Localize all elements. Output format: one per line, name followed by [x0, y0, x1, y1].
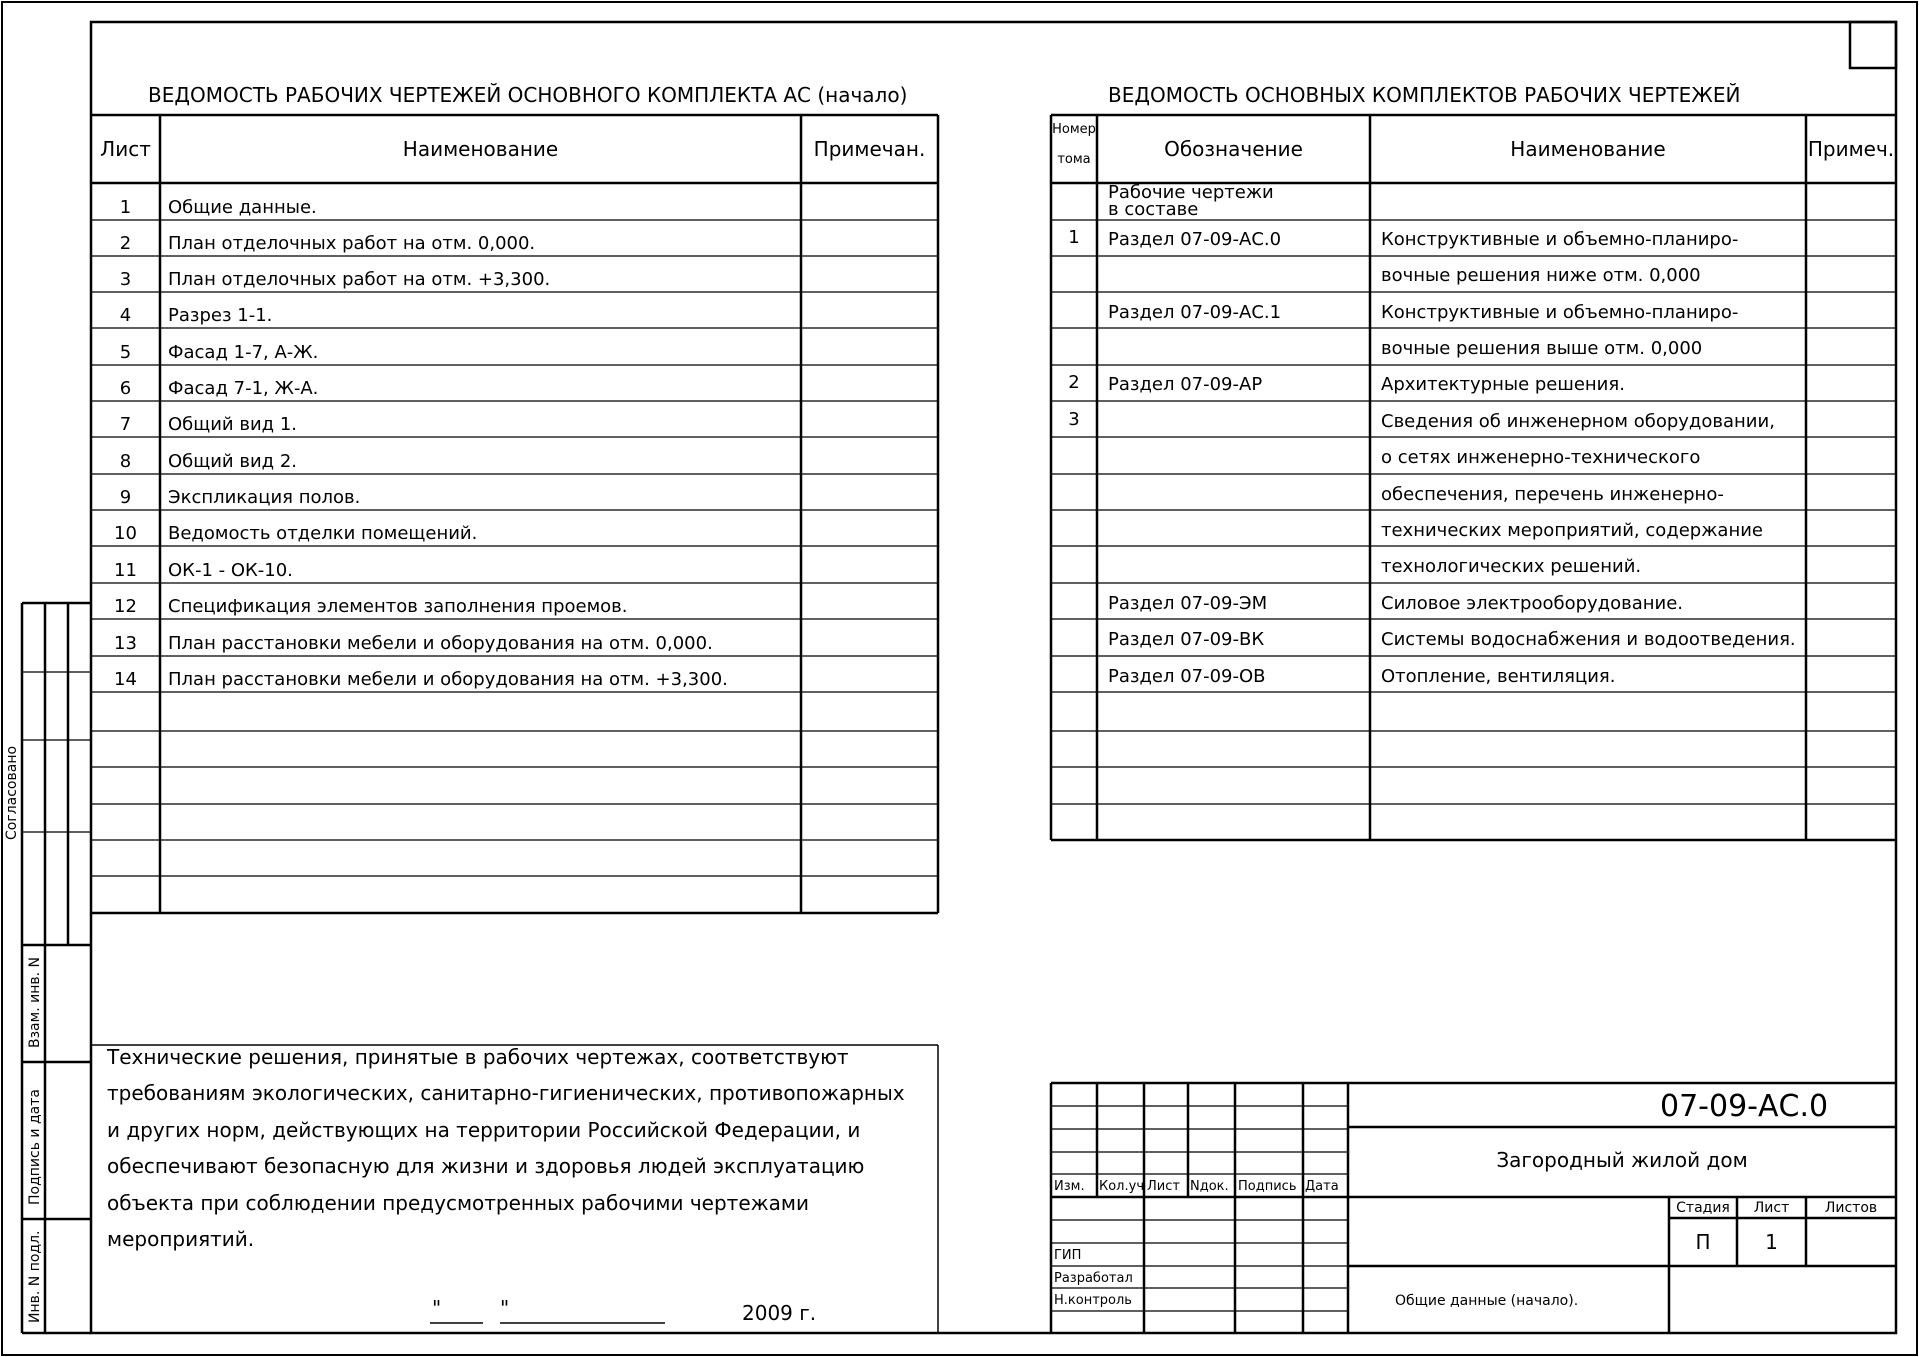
date-quote-close: " [500, 1296, 510, 1320]
left-row-name: Экспликация полов. [168, 487, 361, 508]
right-row-name: Архитектурные решения. [1381, 374, 1625, 395]
right-row-name: обеспечения, перечень инженерно- [1381, 484, 1724, 505]
left-row-sheet: 2 [119, 233, 132, 254]
right-row-name: Конструктивные и объемно-планиро- [1381, 229, 1739, 250]
tb-sheets-label: Листов [1824, 1200, 1878, 1216]
left-row-name: Ведомость отделки помещений. [168, 523, 478, 544]
right-intro-line-2: в составе [1108, 199, 1199, 220]
left-header-sheet: Лист [100, 137, 151, 161]
left-row-sheet: 13 [114, 633, 137, 654]
tb-col-header-signature: Подпись [1238, 1179, 1297, 1194]
right-row-name: Отопление, вентиляция. [1381, 666, 1616, 687]
stamp-inv-replace: Взам. инв. N [27, 957, 43, 1048]
right-header-note: Примеч. [1807, 137, 1895, 161]
right-header-vol-1: Номер [1052, 122, 1096, 137]
right-row-designation: Раздел 07-09-АС.1 [1108, 302, 1282, 323]
document-code: 07-09-АС.0 [1660, 1089, 1829, 1124]
left-row-sheet: 10 [114, 523, 137, 544]
tb-col-header-docnum: Nдок. [1190, 1179, 1229, 1194]
tb-sheet-value: 1 [1765, 1230, 1778, 1254]
left-row-sheet: 4 [119, 305, 132, 326]
tb-stage-value: П [1695, 1230, 1711, 1254]
right-row-name: Конструктивные и объемно-планиро- [1381, 302, 1739, 323]
right-row-vol: 2 [1068, 372, 1080, 393]
left-row-name: Разрез 1-1. [168, 305, 273, 326]
tb-col-header-sheet: Лист [1147, 1179, 1180, 1194]
right-row-vol: 3 [1068, 409, 1080, 430]
left-row-sheet: 12 [114, 596, 137, 617]
right-row-designation: Раздел 07-09-АС.0 [1108, 229, 1282, 250]
tb-col-header-change: Изм. [1054, 1179, 1085, 1194]
right-header-vol-2: тома [1057, 152, 1091, 167]
left-header-note: Примечан. [813, 137, 926, 161]
right-intro-line-1: Рабочие чертежи [1108, 182, 1274, 203]
tb-col-header-count: Кол.уч [1099, 1179, 1144, 1194]
tb-role-chief-engineer: ГИП [1054, 1248, 1082, 1263]
right-row-name: вочные решения ниже отм. 0,000 [1381, 265, 1701, 286]
left-row-name: Спецификация элементов заполнения проемов. [168, 596, 628, 617]
left-row-name: План отделочных работ на отм. +3,300. [168, 269, 551, 290]
right-row-name: Силовое электрооборудование. [1381, 593, 1684, 614]
right-row-name: вочные решения выше отм. 0,000 [1381, 338, 1703, 359]
tb-role-developer: Разработал [1054, 1271, 1133, 1286]
left-header-name: Наименование [402, 137, 559, 161]
left-row-sheet: 14 [114, 669, 137, 690]
project-name: Загородный жилой дом [1496, 1148, 1748, 1172]
right-row-designation: Раздел 07-09-ВК [1108, 629, 1265, 650]
note-line: требованиям экологических, санитарно-гигиенических, противопожарных [107, 1081, 905, 1105]
note-line: мероприятий. [107, 1227, 255, 1251]
date-quote-open: " [432, 1296, 442, 1320]
tb-stage-label: Стадия [1676, 1200, 1730, 1216]
tb-sheet-label: Лист [1753, 1200, 1790, 1216]
left-row-name: План расстановки мебели и оборудования на отм. 0,000. [168, 633, 713, 654]
right-row-designation: Раздел 07-09-АР [1108, 374, 1263, 395]
tb-role-norm-control: Н.контроль [1054, 1293, 1132, 1308]
left-row-name: ОК-1 - ОК-10. [168, 560, 293, 581]
right-row-name: технологических решений. [1381, 556, 1642, 577]
note-line: объекта при соблюдении предусмотренных рабочими чертежами [107, 1191, 809, 1215]
left-row-sheet: 6 [119, 378, 132, 399]
right-row-name: Сведения об инженерном оборудовании, [1381, 411, 1775, 432]
left-row-sheet: 9 [119, 487, 132, 508]
left-row-name: План расстановки мебели и оборудования на отм. +3,300. [168, 669, 728, 690]
left-table-title: ВЕДОМОСТЬ РАБОЧИХ ЧЕРТЕЖЕЙ ОСНОВНОГО КОМПЛЕКТА АС (начало) [148, 83, 908, 107]
left-row-sheet: 1 [119, 197, 132, 218]
left-row-sheet: 3 [119, 269, 132, 290]
right-header-name: Наименование [1510, 137, 1666, 161]
right-row-designation: Раздел 07-09-ОВ [1108, 666, 1266, 687]
right-row-vol: 1 [1068, 227, 1080, 248]
left-row-name: Фасад 7-1, Ж-А. [168, 378, 319, 399]
tb-col-header-date: Дата [1305, 1179, 1339, 1194]
sheet-title: Общие данные (начало). [1395, 1293, 1579, 1309]
left-row-name: Общие данные. [168, 197, 317, 218]
left-row-sheet: 5 [119, 342, 132, 363]
note-year: 2009 г. [742, 1301, 817, 1325]
note-line: и других норм, действующих на территории Российской Федерации, и [107, 1118, 861, 1142]
right-row-name: о сетях инженерно-технического [1381, 447, 1701, 468]
stamp-inv-original: Инв. N подл. [27, 1230, 43, 1323]
note-line: обеспечивают безопасную для жизни и здоровья людей эксплуатацию [107, 1154, 865, 1178]
stamp-agreed: Согласовано [4, 745, 20, 840]
left-row-name: Общий вид 1. [168, 414, 297, 435]
left-row-name: Общий вид 2. [168, 451, 297, 472]
right-row-name: технических мероприятий, содержание [1381, 520, 1764, 541]
right-header-designation: Обозначение [1164, 137, 1303, 161]
left-row-name: План отделочных работ на отм. 0,000. [168, 233, 536, 254]
left-row-sheet: 7 [119, 414, 132, 435]
right-row-name: Системы водоснабжения и водоотведения. [1381, 629, 1796, 650]
right-row-designation: Раздел 07-09-ЭМ [1108, 593, 1268, 614]
left-row-sheet: 8 [119, 451, 132, 472]
note-line: Технические решения, принятые в рабочих чертежах, соответствуют [107, 1045, 849, 1069]
left-row-name: Фасад 1-7, А-Ж. [168, 342, 319, 363]
right-table-title: ВЕДОМОСТЬ ОСНОВНЫХ КОМПЛЕКТОВ РАБОЧИХ ЧЕРТЕЖЕЙ [1108, 83, 1741, 107]
left-row-sheet: 11 [114, 560, 137, 581]
stamp-sign-date: Подпись и дата [27, 1089, 43, 1205]
